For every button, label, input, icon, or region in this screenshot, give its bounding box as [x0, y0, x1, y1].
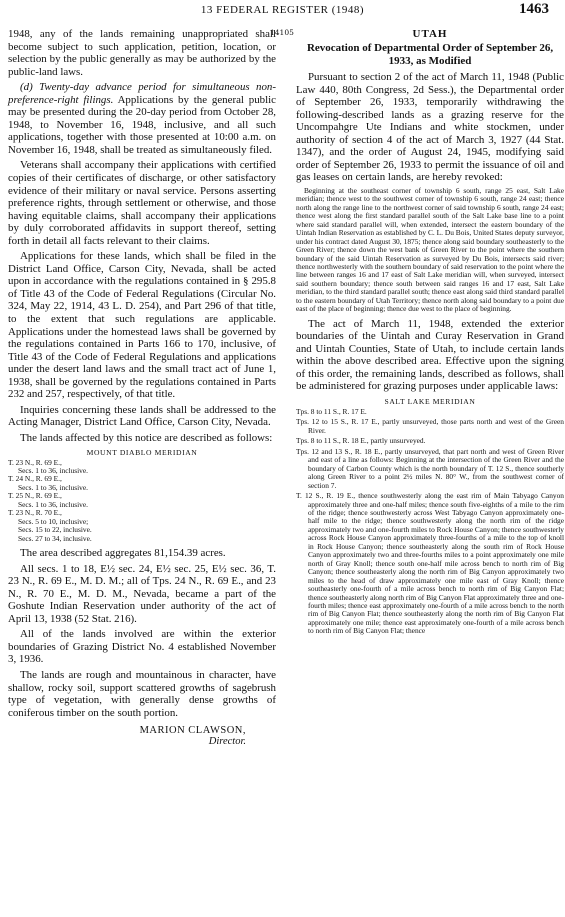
tract-item: Secs. 1 to 36, inclusive. [18, 482, 88, 492]
tract-item: T. 24 N., R. 69 E., [8, 474, 62, 484]
paragraph: All of the lands involved are within the exterior boundaries of Grazing District No. 4 established November 3, 1936. [8, 628, 276, 666]
running-title: 13 FEDERAL REGISTER (1948) [200, 4, 365, 16]
meridian-heading: SALT LAKE MERIDIAN [384, 397, 476, 406]
paragraph: Pursuant to section 2 of the act of March 11, 1948 (Public Law 440, 80th Congress, 2d Sess.), the Departmental order of September 26, 1933, temporarily withdrawing the following-described lands as a grazing reserve for the Uncompahgre Ute Indians and white stockmen, under authority of section 4 of the act of March 3, 1927 (44 Stat. 1347), and the order of August 24, 1945, modifying said order of September 26, 1933 to permit the issuance of oil and gas leases on certain lands, are hereby revoked: [296, 71, 564, 184]
tract-item: T. 23 N., R. 70 E., [8, 508, 62, 518]
boundary-description: Beginning at the southeast corner of township 6 south, range 25 east, Salt Lake meridian; thence west to the southwest corner of township 6 south, range 24 east; thence north along the range line to the northwest corner of said township 6 south, range 24 east; thence west along the first standard parallel south of the Salt Lake base line to a point where said standard parallel will, when extended, intersect the eastern boundary of the Uintah Indian Reservation as established by C. L. Du Bois, United States deputy surveyor, under his contract dated August 30, 1875; thence along said boundary southeasterly to the Green River; thence down the west bank of Green River to the point where the southern boundary of the said Uintah Reservation as surveyed by Du Bois, intersects said river; thence northwesterly with the southern boundary of said reservation to the point where the line between ranges 16 and 17 east of Salt Lake meridian will, when surveyed, intersect said southern boundary; thence south between said ranges 16 and 17 east, Salt Lake meridian, to the third standard parallel south; thence east along said third standard parallel to the eastern boundary of Utah Territory; thence north along said boundary to a point due east of the place of beginning; thence due west to the place of beginning. [296, 185, 564, 314]
paragraph: The area described aggregates 81,154.39 acres. [20, 547, 226, 560]
land-item: Tps. 8 to 11 S., R. 18 E., partly unsurveyed. [296, 436, 426, 446]
paragraph: 1948, any of the lands remaining unappropriated shall become subject to such application, petition, location, or selection by the public generally as may be authorized by the public-land laws. [8, 28, 276, 78]
land-item: T. 12 S., R. 19 E., thence southwesterly along the east rim of Main Tabyago Canyon approximately three and one-half miles; thence south five-eighths of a mile to the rim of the ridge; thence southwesterly across West Tabyago Canyon approximately one-half mile to the ridge; thence southwesterly along the north rim of the ridge approximately two and one-fourth miles to Rock House Canyon; thence southwesterly across Rock House Canyon approximately three-fourths of a mile to the top of knoll in Rock House Canyon; thence southeasterly along the south rim of Rock House Canyon approximately two and three-fourths miles to a point approximately one mile north of Gray Knoll; thence south one-half mile across bench to north rim of Big Canyon; thence southeasterly along the north rim of Big Canyon approximately two miles to the head of draw approximately one mile east of Gray Knoll; thence southeasterly one-fourth of a mile across bench to north rim of Big Canyon Flat; thence southeasterly along north rim of Big Canyon Flat approximately three and one-fourth miles; thence east approximately one-fourth of a mile across bench to the north rim of Big Canyon Flat; thence southeasterly along the north rim of Big Canyon Flat approximately one mile; thence east approximately one-fourth of a mile across bench to north rim of Big Canyon Flat; thence [296, 491, 564, 636]
document-title: Revocation of Departmental Order of September 26, 1933, as Modified [306, 42, 554, 67]
paragraph: The act of March 11, 1948, extended the exterior boundaries of the Uintah and Curay Reservation in Grand and Uintah Counties, State of Utah, to include certain lands within the above described area. Effective upon the signing of this order, the remaining lands, described as follows, shall be administered for grazing purposes under applicable laws: [296, 317, 564, 393]
paragraph: All secs. 1 to 18, E½ sec. 24, E½ sec. 25, E½ sec. 36, T. 23 N., R. 69 E., M. D. M.; all of Tps. 24 N., R. 69 E., and 23 N., R. 70 E., M. D. M., Nevada, became a part of the Goshute Indian Reservation under authority of the act of April 13, 1938 (52 Stat. 216). [8, 562, 276, 625]
tract-item: T. 25 N., R. 69 E., [8, 491, 62, 501]
page-header [0, 0, 565, 24]
land-item: Tps. 12 to 15 S., R. 17 E., partly unsurveyed, those parts north and west of the Green River. [296, 417, 564, 435]
paragraph: The lands affected by this notice are described as follows: [20, 431, 273, 444]
paragraph-text: Applications by the general public may be presented during the 20-day period from October 28, 1948, to November 16, 1948, inclusive, and all such applications, together with those presented at 10:00 a.m. on November 16, 1948, shall be treated as simultaneously filed. [8, 93, 276, 156]
signer-name: MARION CLAWSON, [139, 725, 246, 737]
land-item: Tps. 12 and 13 S., R. 18 E., partly unsurveyed, that part north and west of Green River and east of a line as follows: Beginning at the intersection of the Green River and the boundary of Carbon County which is the north boundary of T. 12 S., thence southerly along Green River to a point 2½ miles N. 80° W., from the southwest corner of section 7. [296, 446, 564, 490]
tract-item: Secs. 27 to 34, inclusive. [18, 533, 92, 543]
meridian-heading: MOUNT DIABLO MERIDIAN [86, 447, 198, 457]
subsection-heading: (d) Twenty-day advance period for simultaneous non-preference-right filings. [8, 81, 276, 106]
state-heading: UTAH [412, 28, 448, 40]
paragraph: Inquiries concerning these lands shall be addressed to the Acting Manager, District Land Office, Carson City, Nevada. [8, 403, 276, 429]
paragraph: Veterans shall accompany their applications with certified copies of their certificates of discharge, or other satisfactory evidence of their military or naval service. Persons asserting preference rights, through settlement or otherwise, and those having equitable claims, shall accompany their applications by duly corroborated affidavits in support thereof, setting forth in detail all facts relevant to their claims. [8, 159, 276, 247]
tract-item: Secs. 5 to 10, inclusive; [18, 516, 89, 526]
tract-item: Secs. 1 to 36, inclusive. [18, 465, 88, 475]
right-column [296, 28, 564, 638]
left-column [8, 28, 276, 747]
document-number: 14105 [270, 28, 294, 37]
signer-title: Director. [208, 736, 246, 748]
land-item: Tps. 8 to 11 S., R. 17 E. [296, 407, 367, 416]
page-number: 1463 [519, 1, 549, 17]
tract-list [8, 459, 276, 544]
tract-item: Secs. 15 to 22, inclusive. [18, 525, 92, 535]
tract-item: Secs. 1 to 36, inclusive. [18, 499, 88, 509]
paragraph: The lands are rough and mountainous in character, have shallow, rocky soil, support scattered growths of sagebrush type of vegetation, with generally dense growths of coniferous timber on the south portion. [8, 668, 276, 719]
paragraph [8, 81, 276, 156]
tract-item: T. 23 N., R. 69 E., [8, 457, 62, 467]
paragraph: Applications for these lands, which shall be filed in the District Land Office, Carson City, Nevada, shall be acted upon in accordance with the regulations contained in § 295.8 of Title 43 of the Code of Federal Regulations (Circular No. 324, May 22, 1914, 43 L. D. 254), and Part 296 of that title, to the extent that such regulations are applicable. Applications under the homestead laws shall be governed by the regulations contained in Parts 166 to 170, inclusive, of Title 43 of the Code of Federal Regulations and applications under the desert land laws and the small tract act of June 1, 1938, shall be governed by the regulations contained in Parts 232 and 257, respectively, of that title. [8, 250, 276, 401]
land-list [296, 408, 564, 636]
